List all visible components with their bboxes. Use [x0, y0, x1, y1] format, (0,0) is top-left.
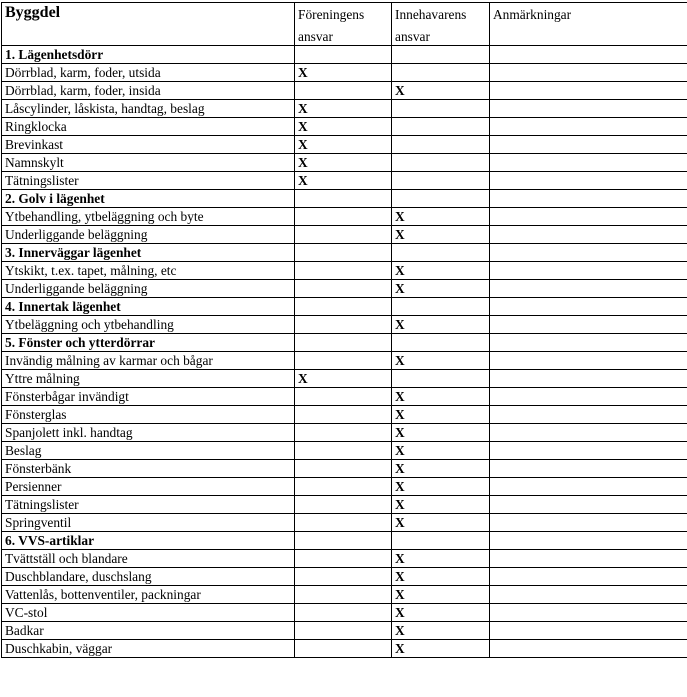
note-cell	[490, 82, 687, 100]
forening-mark	[295, 316, 392, 334]
note-cell	[490, 550, 687, 568]
row-label: Vattenlås, bottenventiler, packningar	[2, 586, 295, 604]
header-anmarkningar: Anmärkningar	[490, 3, 687, 30]
note-cell	[490, 370, 687, 388]
header-anmarkningar-cont	[490, 29, 687, 46]
forening-mark	[295, 208, 392, 226]
forening-mark	[295, 460, 392, 478]
forening-mark: X	[295, 154, 392, 172]
note-cell	[490, 100, 687, 118]
table-row	[2, 496, 687, 514]
table-row	[2, 550, 687, 568]
table-row	[2, 262, 687, 280]
innehavare-mark: X	[392, 280, 490, 298]
note-cell	[490, 298, 687, 316]
forening-mark	[295, 550, 392, 568]
row-label: Invändig målning av karmar och bågar	[2, 352, 295, 370]
table-row	[2, 388, 687, 406]
innehavare-mark: X	[392, 604, 490, 622]
note-cell	[490, 514, 687, 532]
innehavare-mark: X	[392, 388, 490, 406]
innehavare-mark	[392, 190, 490, 208]
forening-mark	[295, 82, 392, 100]
row-label: 5. Fönster och ytterdörrar	[2, 334, 295, 352]
note-cell	[490, 316, 687, 334]
innehavare-mark: X	[392, 442, 490, 460]
innehavare-mark: X	[392, 262, 490, 280]
row-label: Springventil	[2, 514, 295, 532]
note-cell	[490, 136, 687, 154]
innehavare-mark: X	[392, 226, 490, 244]
table-row	[2, 514, 687, 532]
table-row	[2, 226, 687, 244]
forening-mark	[295, 568, 392, 586]
innehavare-mark	[392, 370, 490, 388]
section-row	[2, 298, 687, 316]
forening-mark: X	[295, 100, 392, 118]
table-row	[2, 640, 687, 658]
note-cell	[490, 640, 687, 658]
section-row	[2, 46, 687, 64]
note-cell	[490, 586, 687, 604]
forening-mark	[295, 352, 392, 370]
note-cell	[490, 226, 687, 244]
row-label: Brevinkast	[2, 136, 295, 154]
innehavare-mark	[392, 172, 490, 190]
innehavare-mark: X	[392, 622, 490, 640]
table-row	[2, 460, 687, 478]
table-row	[2, 64, 687, 82]
innehavare-mark	[392, 136, 490, 154]
forening-mark	[295, 586, 392, 604]
note-cell	[490, 118, 687, 136]
table-row	[2, 100, 687, 118]
row-label: Underliggande beläggning	[2, 226, 295, 244]
note-cell	[490, 442, 687, 460]
forening-mark	[295, 190, 392, 208]
note-cell	[490, 244, 687, 262]
note-cell	[490, 424, 687, 442]
forening-mark	[295, 604, 392, 622]
row-label: Fönsterbänk	[2, 460, 295, 478]
row-label: Fönsterglas	[2, 406, 295, 424]
note-cell	[490, 352, 687, 370]
table-row	[2, 568, 687, 586]
table-row	[2, 208, 687, 226]
row-label: Duschkabin, väggar	[2, 640, 295, 658]
note-cell	[490, 496, 687, 514]
forening-mark	[295, 496, 392, 514]
note-cell	[490, 568, 687, 586]
table-row	[2, 154, 687, 172]
table-row	[2, 424, 687, 442]
table-row	[2, 172, 687, 190]
note-cell	[490, 622, 687, 640]
table-row	[2, 478, 687, 496]
forening-mark	[295, 514, 392, 532]
note-cell	[490, 208, 687, 226]
forening-mark	[295, 424, 392, 442]
forening-mark	[295, 298, 392, 316]
innehavare-mark: X	[392, 82, 490, 100]
innehavare-mark: X	[392, 568, 490, 586]
innehavare-mark	[392, 100, 490, 118]
innehavare-mark	[392, 46, 490, 64]
innehavare-mark: X	[392, 550, 490, 568]
row-label: Tätningslister	[2, 172, 295, 190]
note-cell	[490, 334, 687, 352]
table-row	[2, 82, 687, 100]
forening-mark: X	[295, 64, 392, 82]
header-row-2	[2, 29, 687, 46]
innehavare-mark	[392, 334, 490, 352]
row-label: Spanjolett inkl. handtag	[2, 424, 295, 442]
header-forening-line2: ansvar	[295, 29, 392, 46]
forening-mark	[295, 226, 392, 244]
note-cell	[490, 262, 687, 280]
innehavare-mark	[392, 532, 490, 550]
row-label: Ytskikt, t.ex. tapet, målning, etc	[2, 262, 295, 280]
innehavare-mark: X	[392, 586, 490, 604]
row-label: Yttre målning	[2, 370, 295, 388]
table-row	[2, 622, 687, 640]
table-row	[2, 604, 687, 622]
row-label: Låscylinder, låskista, handtag, beslag	[2, 100, 295, 118]
innehavare-mark	[392, 118, 490, 136]
section-row	[2, 244, 687, 262]
row-label: Badkar	[2, 622, 295, 640]
note-cell	[490, 478, 687, 496]
forening-mark	[295, 478, 392, 496]
row-label: Beslag	[2, 442, 295, 460]
note-cell	[490, 64, 687, 82]
forening-mark	[295, 532, 392, 550]
row-label: Dörrblad, karm, foder, insida	[2, 82, 295, 100]
row-label: Tvättställ och blandare	[2, 550, 295, 568]
row-label: Ringklocka	[2, 118, 295, 136]
row-label: Namnskylt	[2, 154, 295, 172]
innehavare-mark: X	[392, 208, 490, 226]
table-row	[2, 586, 687, 604]
note-cell	[490, 388, 687, 406]
responsibility-table	[1, 2, 687, 658]
note-cell	[490, 604, 687, 622]
innehavare-mark: X	[392, 352, 490, 370]
header-byggdel: Byggdel	[2, 3, 295, 30]
row-label: 6. VVS-artiklar	[2, 532, 295, 550]
row-label: Underliggande beläggning	[2, 280, 295, 298]
innehavare-mark: X	[392, 496, 490, 514]
table-row	[2, 280, 687, 298]
forening-mark	[295, 388, 392, 406]
row-label: Dörrblad, karm, foder, utsida	[2, 64, 295, 82]
forening-mark	[295, 262, 392, 280]
forening-mark: X	[295, 118, 392, 136]
note-cell	[490, 154, 687, 172]
row-label: Persienner	[2, 478, 295, 496]
innehavare-mark	[392, 64, 490, 82]
table-row	[2, 136, 687, 154]
note-cell	[490, 460, 687, 478]
section-row	[2, 190, 687, 208]
note-cell	[490, 190, 687, 208]
innehavare-mark: X	[392, 460, 490, 478]
note-cell	[490, 172, 687, 190]
innehavare-mark	[392, 298, 490, 316]
row-label: Tätningslister	[2, 496, 295, 514]
innehavare-mark: X	[392, 478, 490, 496]
forening-mark: X	[295, 172, 392, 190]
row-label: 1. Lägenhetsdörr	[2, 46, 295, 64]
forening-mark	[295, 640, 392, 658]
row-label: Fönsterbågar invändigt	[2, 388, 295, 406]
innehavare-mark	[392, 154, 490, 172]
table-row	[2, 442, 687, 460]
innehavare-mark: X	[392, 424, 490, 442]
table-row	[2, 316, 687, 334]
innehavare-mark: X	[392, 406, 490, 424]
innehavare-mark: X	[392, 640, 490, 658]
forening-mark	[295, 280, 392, 298]
row-label: Ytbehandling, ytbeläggning och byte	[2, 208, 295, 226]
note-cell	[490, 532, 687, 550]
forening-mark	[295, 46, 392, 64]
forening-mark: X	[295, 136, 392, 154]
section-row	[2, 532, 687, 550]
forening-mark	[295, 406, 392, 424]
forening-mark	[295, 622, 392, 640]
header-innehavare-line2: ansvar	[392, 29, 490, 46]
header-byggdel-cont	[2, 29, 295, 46]
note-cell	[490, 46, 687, 64]
forening-mark	[295, 244, 392, 262]
table-row	[2, 118, 687, 136]
innehavare-mark: X	[392, 316, 490, 334]
table-row	[2, 352, 687, 370]
forening-mark	[295, 334, 392, 352]
row-label: VC-stol	[2, 604, 295, 622]
note-cell	[490, 406, 687, 424]
forening-mark	[295, 442, 392, 460]
forening-mark: X	[295, 370, 392, 388]
row-label: Duschblandare, duschslang	[2, 568, 295, 586]
header-row	[2, 3, 687, 30]
table-row	[2, 406, 687, 424]
table-row	[2, 370, 687, 388]
note-cell	[490, 280, 687, 298]
row-label: 2. Golv i lägenhet	[2, 190, 295, 208]
innehavare-mark	[392, 244, 490, 262]
row-label: Ytbeläggning och ytbehandling	[2, 316, 295, 334]
row-label: 3. Innerväggar lägenhet	[2, 244, 295, 262]
row-label: 4. Innertak lägenhet	[2, 298, 295, 316]
innehavare-mark: X	[392, 514, 490, 532]
header-forening: Föreningens	[295, 3, 392, 30]
header-innehavare: Innehavarens	[392, 3, 490, 30]
section-row	[2, 334, 687, 352]
